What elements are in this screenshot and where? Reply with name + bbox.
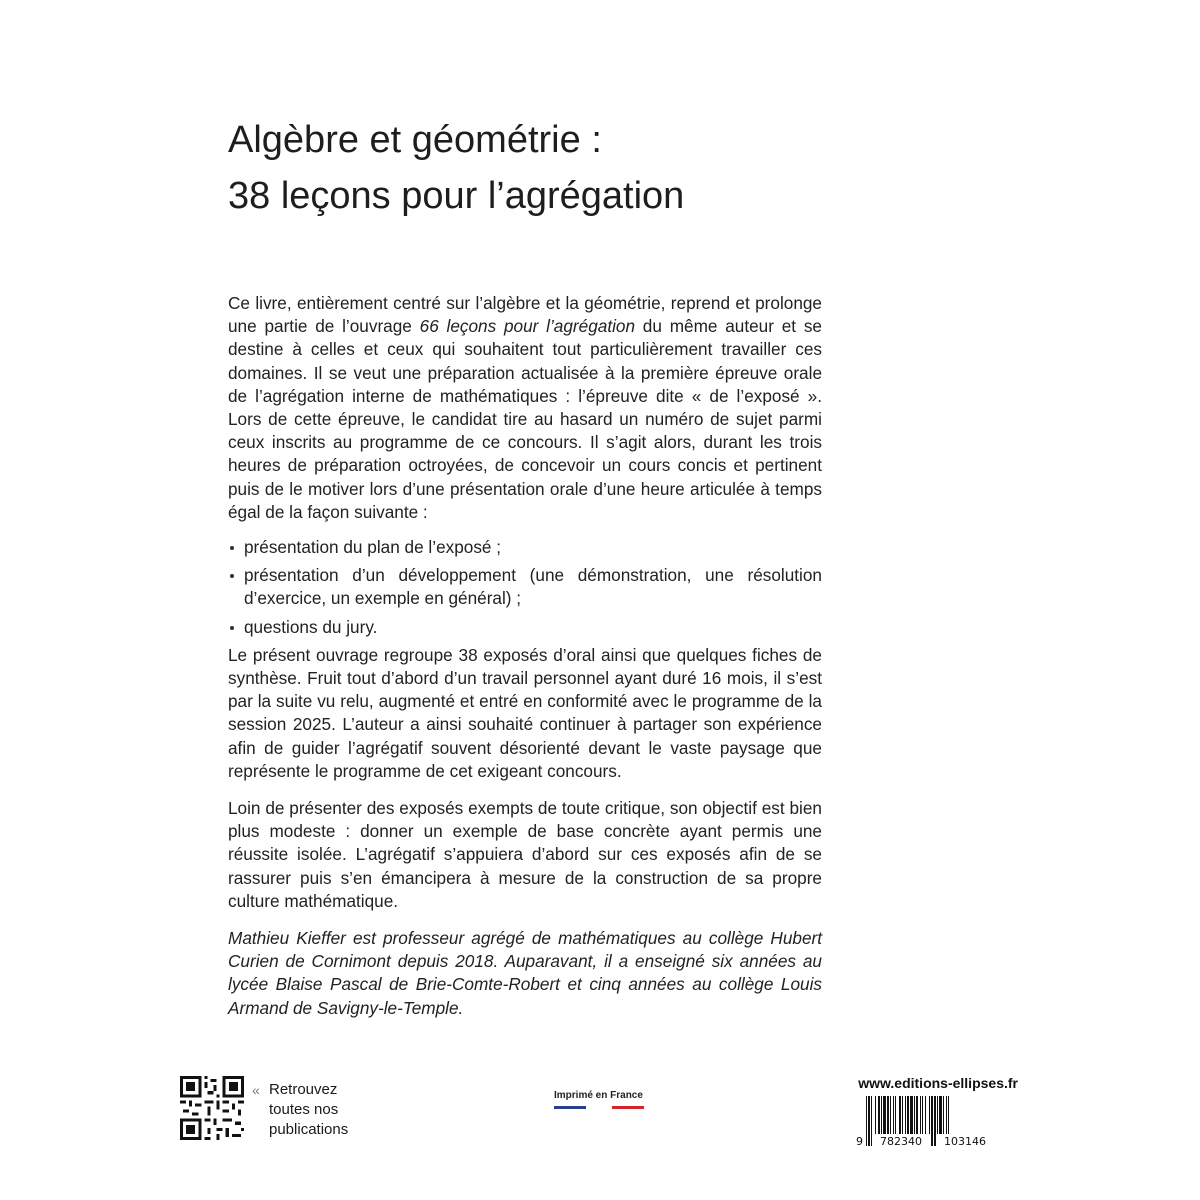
book-title: [228, 112, 948, 224]
publisher-website[interactable]: www.editions-ellipses.fr: [858, 1075, 1018, 1091]
flag-blue-stripe: [554, 1106, 586, 1109]
book-title-line-1: Algèbre et géométrie :: [228, 119, 602, 161]
barcode-bar: [868, 1096, 870, 1146]
isbn-digit-group-2: 103146: [944, 1135, 986, 1146]
isbn-digit-group-1: 782340: [880, 1135, 922, 1146]
barcode-bar: [934, 1096, 936, 1146]
intro-paragraph: [228, 292, 822, 524]
content-paragraph: Le présent ouvrage regroupe 38 exposés d’oral ainsi que quelques fiches de synthèse. Fruit tout d’abord d’un travail personnel ayant duré 16 mois, il s’est par la suite vu relu, augmenté et entré en conformité avec le programme de la session 2025. L’auteur a ainsi souhaité continuer à partager son expérience afin de guider l’agrégatif souvent désorienté devant le vaste paysage que représente le programme de cet exigeant concours.: [228, 644, 822, 781]
qr-caption: [252, 1080, 382, 1140]
author-bio: Mathieu Kieffer est professeur agrégé de mathématiques au collège Hubert Curien de Cornimont depuis 2018. Auparavant, il a enseigné six années au lycée Blaise Pascal de Brie-Comte-Robert et cinq années au collège Louis Armand de Savigny-le-Temple.: [228, 928, 822, 1018]
made-in-france: [554, 1090, 646, 1109]
qr-code-icon[interactable]: [180, 1076, 244, 1140]
description: [228, 292, 822, 1020]
list-item: présentation d’un développement (une démonstration, une résolution d’exercice, un exemple en général) ;: [228, 564, 822, 610]
flag-red-stripe: [612, 1106, 644, 1109]
qr-caption-line: publications: [269, 1121, 349, 1138]
list-item: questions du jury.: [228, 616, 822, 639]
barcode-bar: [931, 1096, 933, 1146]
barcode-bar: [871, 1096, 872, 1146]
book-title-line-2: 38 leçons pour l’agrégation: [228, 175, 685, 217]
isbn-digit-prefix: 9: [856, 1135, 863, 1146]
french-flag-icon: [554, 1106, 644, 1109]
cover-footer: [0, 1072, 1200, 1152]
chevron-left-icon: «: [252, 1082, 260, 1098]
list-item: présentation du plan de l’exposé ;: [228, 536, 822, 559]
referenced-book-title: 66 leçons pour l’agrégation: [419, 316, 636, 337]
qr-caption-line: Retrouvez: [269, 1081, 338, 1098]
made-in-france-label: Imprimé en France: [554, 1090, 643, 1101]
exam-structure-list: [228, 536, 822, 639]
objective-paragraph: Loin de présenter des exposés exempts de toute critique, son objectif est bien plus modeste : donner un exemple de base concrète ayant permis une réussite isolée. L’agrégatif s’appuiera d’abord sur ces exposés afin de se rassurer puis s’en émancipera à mesure de la construction de sa propre culture mathématique.: [228, 798, 822, 911]
isbn-barcode: [852, 1096, 1018, 1146]
intro-text-end: du même auteur et se destine à celles et ceux qui souhaitent tout particulièrement travailler ces domaines. Il se veut une préparation actualisée à la première épreuve orale de l’agrégation interne de mathématiques : l’épreuve dite « de l’exposé ». Lors de cette épreuve, le candidat tire au hasard un numéro de sujet parmi ceux inscrits au programme de ce concours. Il s’agit alors, durant les trois heures de préparation octroyées, de concevoir un cours concis et pertinent puis de le motiver lors d’une présentation orale d’une heure articulée à temps égal de la façon suivante :: [228, 316, 822, 522]
barcode-bar: [866, 1096, 867, 1146]
intro-text-start: Ce livre, entièrement centré sur l’algèbre et la géométrie, reprend et prolonge une partie de l’ouvrage: [228, 293, 822, 337]
qr-caption-line: toutes nos: [269, 1101, 339, 1118]
